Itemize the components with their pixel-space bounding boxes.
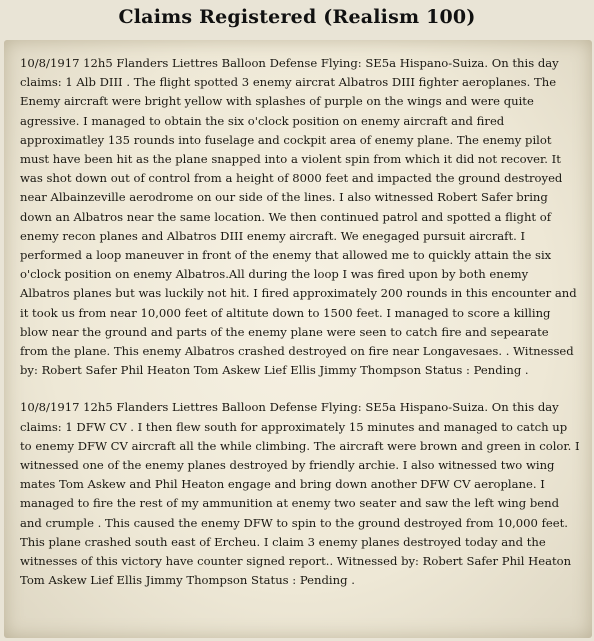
claims-panel bbox=[4, 40, 592, 638]
claim-entry-2: 10/8/1917 12h5 Flanders Liettres Balloon Defense Flying: SE5a Hispano-Suiza. On this day claims: 1 DFW CV . I then flew south for approximately 15 minutes and managed to catch up to enemy DFW CV aircraft all the while climbing. The aircraft were brown and green in color. I witnessed one of the enemy planes destroyed by friendly archie. I also witnessed two wing mates Tom Askew and Phil Heaton engage and bring down another DFW CV aeroplane. I managed to fire the rest of my ammunition at enemy two seater and saw the left wing bend and crumple . This caused the enemy DFW to spin to the ground destroyed from 10,000 feet. This plane crashed south east of Ercheu. I claim 3 enemy planes destroyed today and the witnesses of this victory have counter signed report.. Witnessed by: Robert Safer Phil Heaton Tom Askew Lief Ellis Jimmy Thompson Status : Pending . bbox=[20, 400, 580, 588]
claim-entry-1: 10/8/1917 12h5 Flanders Liettres Balloon Defense Flying: SE5a Hispano-Suiza. On this day claims: 1 Alb DIII . The flight spotted 3 enemy aircrat Albatros DIII fighter aeroplanes. The Enemy aircraft were bright yellow with splashes of purple on the wings and were quite agressive. I managed to obtain the six o'clock position on enemy aircraft and fired approximatley 135 rounds into fuselage and cockpit area of enemy plane. The enemy pilot must have been hit as the plane snapped into a violent spin from which it did not recover. It was shot down out of control from a height of 8000 feet and impacted the ground destroyed near Albainzeville aerodrome on our side of the lines. I also witnessed Robert Safer bring down an Albatros near the same location. We then continued patrol and spotted a flight of enemy recon planes and Albatros DIII enemy aircraft. We enegaged pursuit aircraft. I performed a loop maneuver in front of the enemy that allowed me to quickly attain the six o'clock position on enemy Albatros.All during the loop I was fired upon by both enemy Albatros planes but was luckily not hit. I fired approximately 200 rounds in this encounter and it took us from near 10,000 feet of altitute down to 1500 feet. I managed to score a killing blow near the ground and parts of the enemy plane were seen to catch fire and sepearate from the plane. This enemy Albatros crashed destroyed on fire near Longavesaes. . Witnessed by: Robert Safer Phil Heaton Tom Askew Lief Ellis Jimmy Thompson Status : Pending . bbox=[20, 56, 577, 378]
page-title: Claims Registered (Realism 100) bbox=[118, 6, 476, 28]
